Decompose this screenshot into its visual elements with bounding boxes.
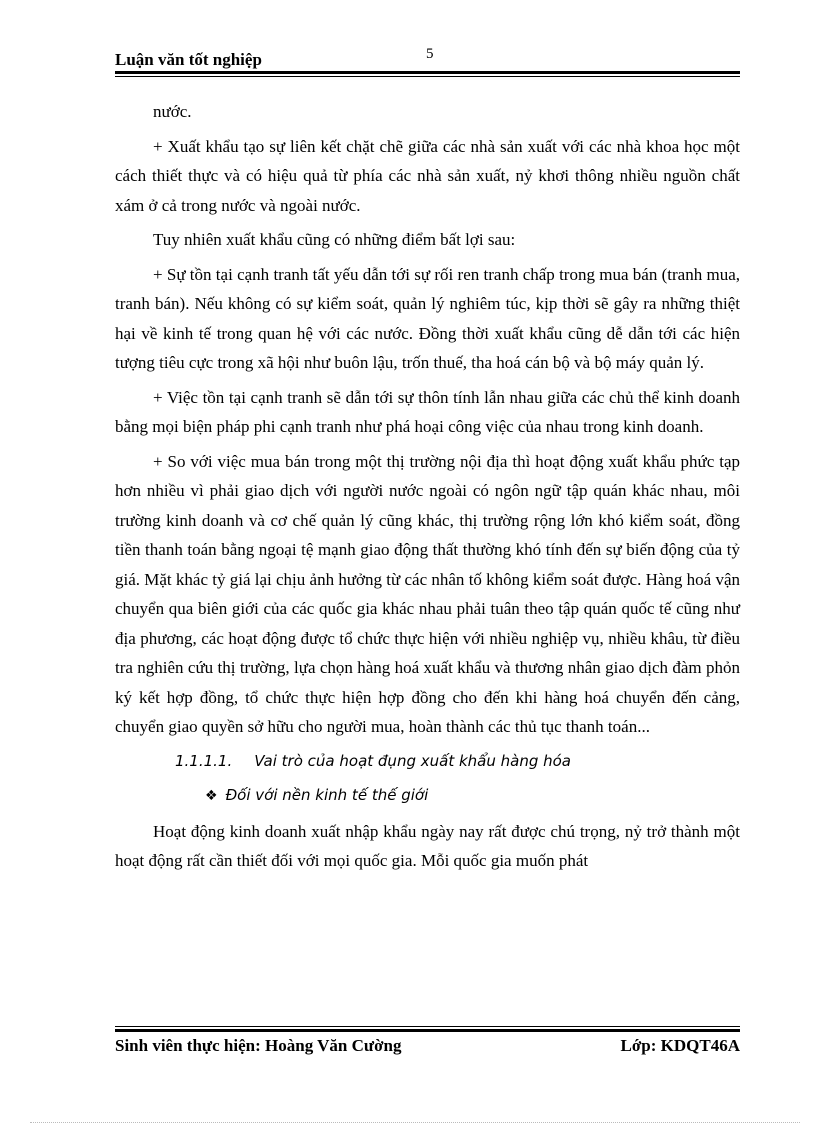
document-body bbox=[115, 97, 740, 881]
footer-student: Sinh viên thực hiện: Hoàng Văn Cường bbox=[115, 1036, 402, 1055]
paragraph: nước. bbox=[153, 102, 192, 121]
paragraph: + So với việc mua bán trong một thị trường nội địa thì hoạt động xuất khẩu phức tạp hơn nhiều vì phải giao dịch với người nước ngoài có ngôn ngữ tập quán khác nhau, môi trường kinh doanh và cơ chế quản lý cũng khác, thị trường rộng lớn khó kiểm soát, đồng tiền thanh toán bằng ngoại tệ mạnh giao động thất thường khó tính đến sự biến động của tỷ giá. Mặt khác tỷ giá lại chịu ảnh hưởng từ các nhân tố không kiểm soát được. Hàng hoá vận chuyển qua biên giới của các quốc gia khác nhau phải tuân theo tập quán quốc tế cũng như địa phương, các hoạt động được tổ chức thực hiện với nhiều nghiệp vụ, nhiều khâu, từ điều tra nghiên cứu thị trường, lựa chọn hàng hoá xuất khẩu và thương nhân giao dịch đàm phỏn ký kết hợp đồng, tổ chức thực hiện hợp đồng cho đến khi hàng hoá chuyển đến cảng, chuyển giao quyền sở hữu cho người mua, hoàn thành các thủ tục thanh toán... bbox=[115, 451, 740, 736]
page-footer bbox=[115, 1036, 740, 1062]
header-rule-thin bbox=[115, 76, 740, 77]
paragraph: + Xuất khẩu tạo sự liên kết chặt chẽ giữa các nhà sản xuất với các nhà khoa học một cách thiết thực và có hiệu quả từ phía các nhà sản xuất, nỷ khơi thông nhiều nguồn chất xám ở cả trong nước và ngoài nước. bbox=[115, 136, 740, 215]
section-title: Vai trò của hoạt đụng xuất khẩu hàng hóa bbox=[254, 751, 571, 770]
paragraph: Tuy nhiên xuất khẩu cũng có những điểm bất lợi sau: bbox=[153, 230, 516, 249]
header-rule-thick bbox=[115, 71, 740, 74]
paragraph: + Sự tồn tại cạnh tranh tất yếu dẫn tới sự rối ren tranh chấp trong mua bán (tranh mua, tranh bán). Nếu không có sự kiểm soát, quản lý nghiêm túc, kịp thời sẽ gây ra những thiệt hại về kinh tế trong quan hệ với các nước. Đồng thời xuất khẩu cũng dễ dẫn tới các hiện tượng tiêu cực trong xã hội như buôn lậu, trốn thuế, tha hoá cán bộ và bộ máy quản lý. bbox=[115, 264, 740, 372]
header-title: Luận văn tốt nghiệp bbox=[115, 50, 262, 69]
footer-rule-thin bbox=[115, 1026, 740, 1027]
paragraph: + Việc tồn tại cạnh tranh sẽ dẫn tới sự thôn tính lẫn nhau giữa các chủ thể kinh doanh bằng mọi biện pháp phi cạnh tranh như phá hoại công việc của nhau trong kinh doanh. bbox=[115, 387, 740, 436]
section-number: 1.1.1.1. bbox=[175, 751, 233, 770]
paragraph: Hoạt động kinh doanh xuất nhập khẩu ngày nay rất được chú trọng, nỷ trở thành một hoạt động rất cần thiết đối với mọi quốc gia. Mỗi quốc gia muốn phát bbox=[115, 821, 740, 870]
section-heading bbox=[175, 747, 740, 776]
footer-rule-thick bbox=[115, 1029, 740, 1032]
subsection-heading bbox=[205, 780, 740, 811]
page-number: 5 bbox=[426, 46, 434, 62]
subsection-title: Đối với nền kinh tế thế giới bbox=[225, 785, 429, 804]
footer-class: Lớp: KDQT46A bbox=[620, 1036, 740, 1055]
diamond-bullet-icon: ❖ bbox=[205, 787, 218, 804]
